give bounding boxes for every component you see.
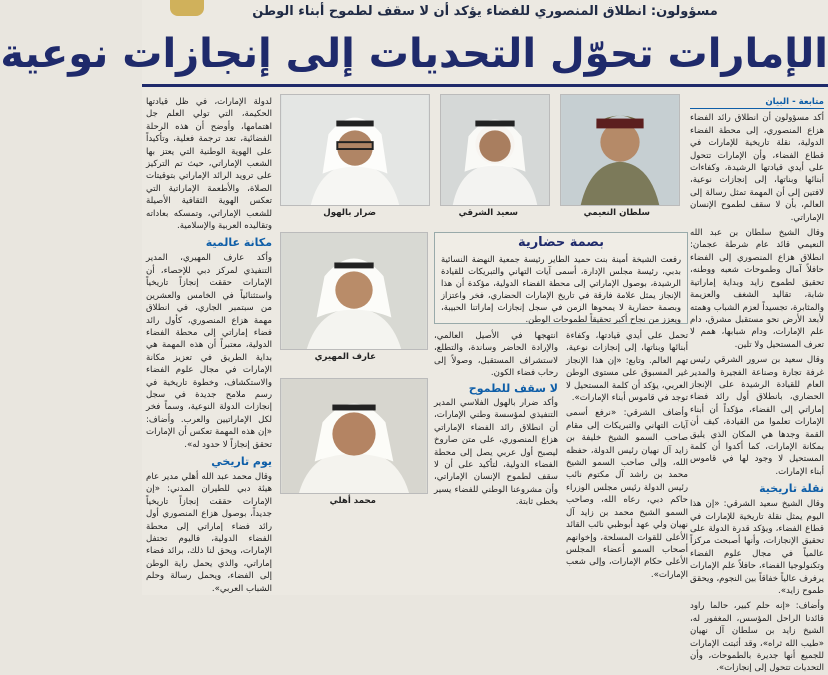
paragraph: أكد مسؤولون أن انطلاق رائد الفضاء هزاع المنصوري، إلى محطة الفضاء الدولية، نقلة تاريخية للإمارات في قطاع الفضاء، وأن الإمارات تتحول على أيدي قيادتها الرشيدة، وكفاءات أبنائها وبناتها، إلى إنجازات نوعية، لافتين إلى أن المهمة تمثل رسالة إلى العالم، بأن لا سقف لطموح الإنسان الإماراتي.: [690, 113, 824, 223]
paragraph: انتهجها في الأصيل العالمي، والإرادة الحاضر وساندة، والتطلع، لاستشراف المستقبل، وصولاً إلى رحاب فضاء الكون.: [434, 331, 558, 379]
photo-dirar-belhoul: [280, 94, 430, 206]
kicker: مسؤولون: انطلاق المنصوري للفضاء يؤكد أن لا سقف لطموح أبناء الوطن: [252, 4, 718, 19]
article-column-left: [146, 96, 272, 594]
caption-p3: ضرار بالهول: [323, 208, 376, 218]
paragraph: وأضاف الشرقي: «نرفع أسمى آيات التهاني والتبريكات إلى مقام صاحب السمو الشيخ خليفة بن زايد آل نهيان رئيس الدولة، حفظه الله، وإلى صاحب السمو الشيخ محمد بن راشد آل مكتوم نائب رئيس الدولة رئيس مجلس الوزراء حاكم دبي، رعاه الله، وصاحب السمو الشيخ محمد بن زايد آل نهيان ولي عهد أبوظبي نائب القائد الأعلى للقوات المسلحة، وإخوانهم أصحاب السمو أعضاء المجلس الأعلى حكام الإمارات، وإلى شعب الإمارات».: [566, 408, 688, 580]
emblem-icon: [170, 0, 204, 16]
caption-p4: عارف المهيري: [314, 352, 376, 362]
section-title-historic: نقلة تاريخية: [759, 482, 824, 496]
paragraph: وقال سعيد بن سرور الشرقي رئيس غرفة تجارة وصناعة الفجيرة والمدير العام للقيادة الرشيدة على الإنجاز الحضاري، بانطلاق أول رائد فضاء إماراتي إلى الفضاء، مؤكداً أن أبناء الإمارات تعلموا من القيادة، كيف أن القمة وجدها هي المكان الذي يليق بمكانة الإمارات، كما أكدوا أن كلمة المستحيل لا وجود لها في قاموس أبناء الإمارات.: [690, 355, 824, 477]
paragraph: وأكد ضرار بالهول الفلاسي المدير التنفيذي لمؤسسة وطني الإمارات، أن انطلاق رائد الفضاء الإماراتي هزاع المنصوري، على متن صاروخ ليصبح أول عربي يصل إلى محطة الفضاء الدولية، لتأكيد على أن لا سقف لطموح الإنسان الإماراتي، وأن مشروعنا الوطني للفضاء يسير بخطى ثابتة.: [434, 398, 558, 508]
photo-saeed-sharqi: [440, 94, 550, 206]
section-title-no-ceiling: لا سقف للطموح: [468, 381, 558, 395]
headline: الإمارات تحوّل التحديات إلى إنجازات نوعية: [0, 31, 828, 77]
highlight-box: [434, 232, 688, 324]
paragraph: لدولة الإمارات، في ظل قيادتها الحكيمة، التي تولي العلم جل اهتمامها، وأوضح أن هذه الرحلة الفضائية، تعد ترجمة فعلية، وتأكيداً على الهوية الوطنية التي يعتز بها الشعب الإماراتي، حيث تم التركيز على ترويد الرائد الإماراتي بتوقيتات الصلاة، والأطعمة الإماراتية التي تعكس الهوية الثقافية الأصيلة للشعب الإماراتي، وتمسكه بعاداته وتقاليده العربية والإسلامية.: [146, 97, 272, 232]
caption-p5: محمد أهلي: [329, 496, 376, 506]
paragraph: تحمل على أيدي قيادتها، وكفاءة أبنائها وبناتها، إلى إنجازات نوعية، تهم العالم. وتابع: «إن هذا الإنجاز غير المسبوق على مستوى الوطن العربي، يؤكد أن كلمة المستحيل لا توجد في قاموس أبناء الإمارات».: [566, 331, 688, 404]
photo-aref-mehairi: [280, 232, 428, 350]
article-column-center-left: [434, 330, 558, 592]
caption-p1: سلطان النعيمي: [583, 208, 650, 218]
section-title-global: مكانة عالمية: [205, 236, 272, 250]
paragraph: وأكد عارف المهيري، المدير التنفيذي لمركز دبي للإحصاء، أن الإمارات حققت إنجازاً تاريخياً واستثنائياً في الخامس والعشرين من سبتمبر الجاري، في انطلاق مهمة هزاع المنصوري، كأول رائد فضاء إماراتي إلى محطة الفضاء الدولية، معتبراً أن هذه المهمة هي بداية الطريق في تعزيز مكانة الإمارات في مجال علوم الفضاء والاستكشاف، وخطوة تاريخية في رسم ملامح جديدة في سجل إنجازات الدولة النوعية، وسماً فخر لكل الإماراتيين والعرب. وأضاف: «إن هذه المهمة تعكس أن الإمارات تحقق إنجازاً لا حدود له».: [146, 253, 272, 450]
section-title-history-day: يوم تاريخي: [211, 454, 272, 468]
caption-p2: سعيد الشرقي: [458, 208, 518, 218]
photo-mohammed-ahli: [280, 378, 428, 494]
divider: [142, 84, 828, 87]
paragraph: وقال الشيخ سعيد الشرقي: «إن هذا اليوم يمثل نقلة تاريخية للإمارات في قطاع الفضاء، ويؤكد قدرة الدولة على تحقيق الإنجازات، وأنها أصبحت مركزاً عالمياً في مجال علوم الفضاء وتكنولوجيا الفضاء، حافلاً علم الإمارات يرفرف عالياً خفاقاً بين النجوم، ويحقق طموح زايد».: [690, 499, 824, 597]
box-title: بصمة حضارية: [517, 235, 605, 250]
box-body: رفعت الشيخة أمينة بنت حميد الطاير رئيسة جمعية النهضة النسائية بدبي، رئيسة مجلس الإدارة، أسمى آيات التهاني والتبريكات للقيادة الرشيدة، بوصول الإماراتي إلى محطة الفضاء الدولية، مؤكدة أن هذا الإنجاز يمثل علامة فارقة في تاريخ الإمارات الحضاري، فخر واعتزاز وبصمة حضارية لا يمحوها الزمن في سجل إنجازات إماراتنا الحبيبة، ويعزز من نجاح أكبر تحقيقاً لطموحات الوطن.: [441, 254, 681, 324]
photo-sultan-nuaimi: [560, 94, 680, 206]
paragraph: وقال محمد عبد الله أهلي مدير عام هيئة دبي للطيران المدني: «إن الإمارات حققت إنجازاً تاريخياً جديداً، بوصول هزاع المنصوري أول رائد فضاء إماراتي إلى محطة الفضاء الدولية، فاليوم تحتفل الإمارات، ويحق لنا ذلك، برائد فضاء إماراتي، والذي يحمل راية الوطن إلى الفضاء، ويحمل رسالة وحلم الشباب العربي».: [146, 471, 272, 594]
paragraph: وقال الشيخ سلطان بن عبد الله النعيمي قائد عام شرطة عجمان: انطلاق هزاع المنصوري إلى الفضاء حافلاً آمال وطموحات شعبه ووطنه، تحقيق لطموح زايد وبداية إماراتية شابة، تقاليد الشغف والعزيمة والمثابرة، تجسيداً لعزم الشباب وهمته لأبعد الأرض نحو مستقبل مشرق، دام علم الإمارات، ودام شبابها، همم لا تعرف المستحيل ولا تلين.: [690, 228, 824, 350]
article-column-center-right: [566, 330, 688, 592]
paragraph: وأضاف: «إنه حلم كبير، حالما راود قائدنا الراحل المؤسس، المغفور له، الشيخ زايد بن سلطان آل نهيان «طيب الله ثراه»، وقد أثبتت الإمارات للجميع أنها جديرة بالطموحات، وأن التحديات تتحول إلى إنجازات».: [690, 601, 824, 674]
article-column-right: [690, 96, 824, 674]
source-line: متابعة - البيان: [690, 96, 824, 109]
